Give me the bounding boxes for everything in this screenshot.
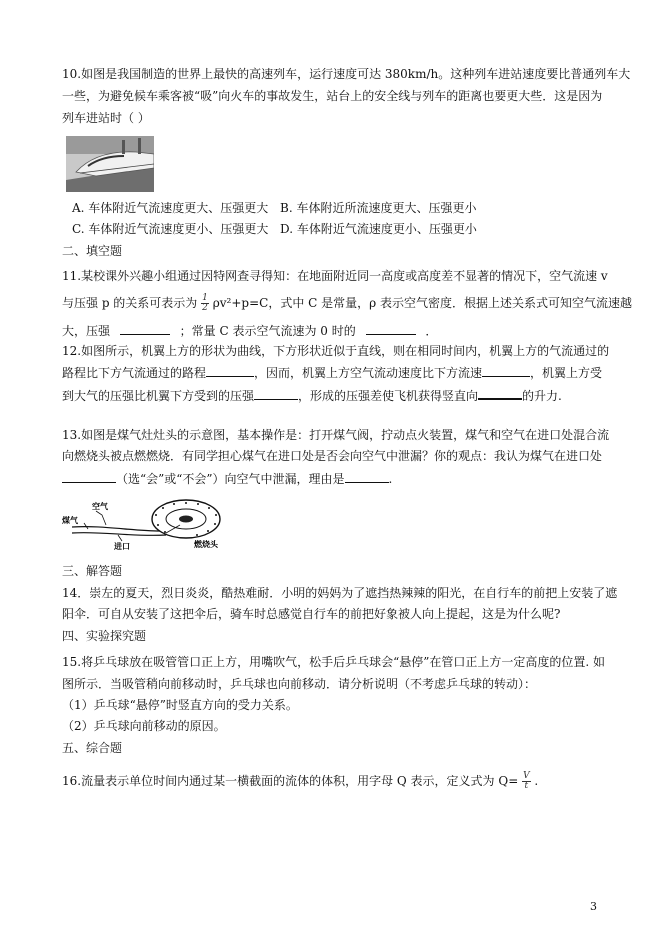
fraction-denominator: t [524, 781, 529, 791]
q12-line-1: 12.如图所示，机翼上方的形状为曲线，下方形状近似于直线，则在相同时间内，机翼上方的气流通过的 [62, 344, 610, 358]
q11-line-3-c: ． [425, 324, 438, 338]
q10-option-c: C. 车体附近气流速度更小、压强更大 [72, 222, 269, 236]
q10-line-3: 列车进站时（ ） [62, 111, 150, 125]
fraction-numerator: V [523, 771, 530, 781]
q10-line-2: 一些，为避免候车乘客被“吸”向火车的事故发生，站台上的安全线与列车的距离也要更大些．这是因为 [62, 89, 603, 103]
section-heading-fill-blank: 二、填空题 [62, 244, 123, 258]
q12-line-2-c: ，机翼上方受 [530, 366, 603, 380]
answer-blank[interactable] [345, 470, 389, 483]
q11-line-2-b: ρv²+p=C，式中 C 是常量，ρ 表示空气密度．根据上述关系式可知空气流速越 [212, 296, 633, 310]
answer-blank[interactable] [366, 322, 416, 335]
section-heading-answer: 三、解答题 [62, 564, 123, 578]
q12-line-2-a: 路程比下方气流通过的路程 [62, 366, 207, 380]
answer-blank[interactable] [62, 470, 116, 483]
q16-line-1 [62, 772, 538, 791]
q11-line-3-b: ；常量 C 表示空气流速为 0 时的 [179, 324, 356, 338]
gas-stove-burner-diagram [62, 495, 232, 553]
q12-line-2 [62, 364, 602, 381]
fraction-numerator: 1 [202, 293, 208, 303]
q12-line-3-a: 到大气的压强比机翼下方受到的压强 [62, 389, 255, 403]
q15-line-1: 15.将乒乓球放在吸管管口正上方，用嘴吹气，松手后乒乓球会“悬停”在管口正上方一定高度的位置. 如 [62, 655, 605, 669]
answer-blank[interactable] [482, 364, 530, 377]
q10-option-d: D. 车体附近气流速度更小、压强更小 [280, 222, 477, 236]
section-heading-comprehensive: 五、综合题 [62, 741, 123, 755]
q13-line-3-b: . [388, 472, 393, 486]
q12-line-3 [62, 386, 562, 404]
label-inlet: 进口 [114, 542, 130, 551]
v-over-t-fraction [522, 772, 531, 791]
label-gas: 煤气 [62, 516, 78, 525]
q15-item-2: （2）乒乓球向前移动的原因。 [62, 719, 226, 733]
high-speed-train-photo [66, 136, 154, 192]
answer-blank[interactable] [206, 364, 254, 377]
fraction-denominator: 2 [202, 303, 208, 313]
q13-line-3-a: （选“会”或“不会”）向空气中泄漏，理由是 [116, 472, 345, 486]
one-half-fraction [201, 294, 209, 313]
q14-line-1: 14．崇左的夏天，烈日炎炎，酷热难耐．小明的妈妈为了遮挡热辣辣的阳光，在自行车的前把上安装了遮 [62, 586, 618, 600]
label-burner: 燃烧头 [194, 540, 218, 549]
q16-line-1-b: . [534, 774, 539, 788]
q15-line-2: 图所示．当吸管稍向前移动时，乒乓球也向前移动．请分析说明（不考虑乒乓球的转动）： [62, 677, 537, 691]
q13-line-3 [62, 470, 392, 487]
q13-line-2: 向燃烧头被点燃燃烧．有同学担心煤气在进口处是否会向空气中泄漏？你的观点：我认为煤气在进口处 [62, 449, 603, 463]
q12-line-3-b: ，形成的压强差使飞机获得竖直向 [298, 389, 479, 403]
q10-option-a: A. 车体附近气流速度更大、压强更大 [72, 201, 269, 215]
q14-line-2: 阳伞．可自从安装了这把伞后，骑车时总感觉自行车的前把好象被人向上提起，这是为什么呢? [62, 607, 561, 621]
q10-line-1: 10.如图是我国制造的世界上最快的高速列车，运行速度可达 380km/h。这种列车进站速度要比普通列车大 [62, 67, 631, 81]
q11-line-3 [62, 322, 437, 339]
answer-blank[interactable] [254, 387, 298, 400]
q10-option-b: B. 车体附近所流速度更大、压强更小 [280, 201, 477, 215]
q11-line-1: 11.某校课外兴趣小组通过因特网查寻得知：在地面附近同一高度或高度差不显著的情况下，空气流速 v [62, 269, 608, 283]
answer-blank[interactable] [120, 322, 170, 335]
label-air: 空气 [92, 502, 108, 511]
q12-line-3-c: 的升力. [522, 389, 562, 403]
section-heading-experiment: 四、实验探究题 [62, 629, 147, 643]
q16-line-1-a: 16.流量表示单位时间内通过某一横截面的流体的体积，用字母 Q 表示，定义式为 Q= [62, 774, 519, 788]
q15-item-1: （1）乒乓球“悬停”时竖直方向的受力关系。 [62, 698, 298, 712]
q11-line-2 [62, 294, 632, 313]
page-number: 3 [590, 900, 597, 913]
q12-line-2-b: ，因而，机翼上方空气流动速度比下方流速 [254, 366, 483, 380]
answer-blank[interactable] [478, 386, 522, 400]
q11-line-2-a: 与压强 p 的关系可表示为 [62, 296, 198, 310]
q13-line-1: 13.如图是煤气灶灶头的示意图，基本操作是：打开煤气阀，拧动点火装置，煤气和空气在进口处混合流 [62, 428, 610, 442]
q11-line-3-a: 大，压强 [62, 324, 111, 338]
